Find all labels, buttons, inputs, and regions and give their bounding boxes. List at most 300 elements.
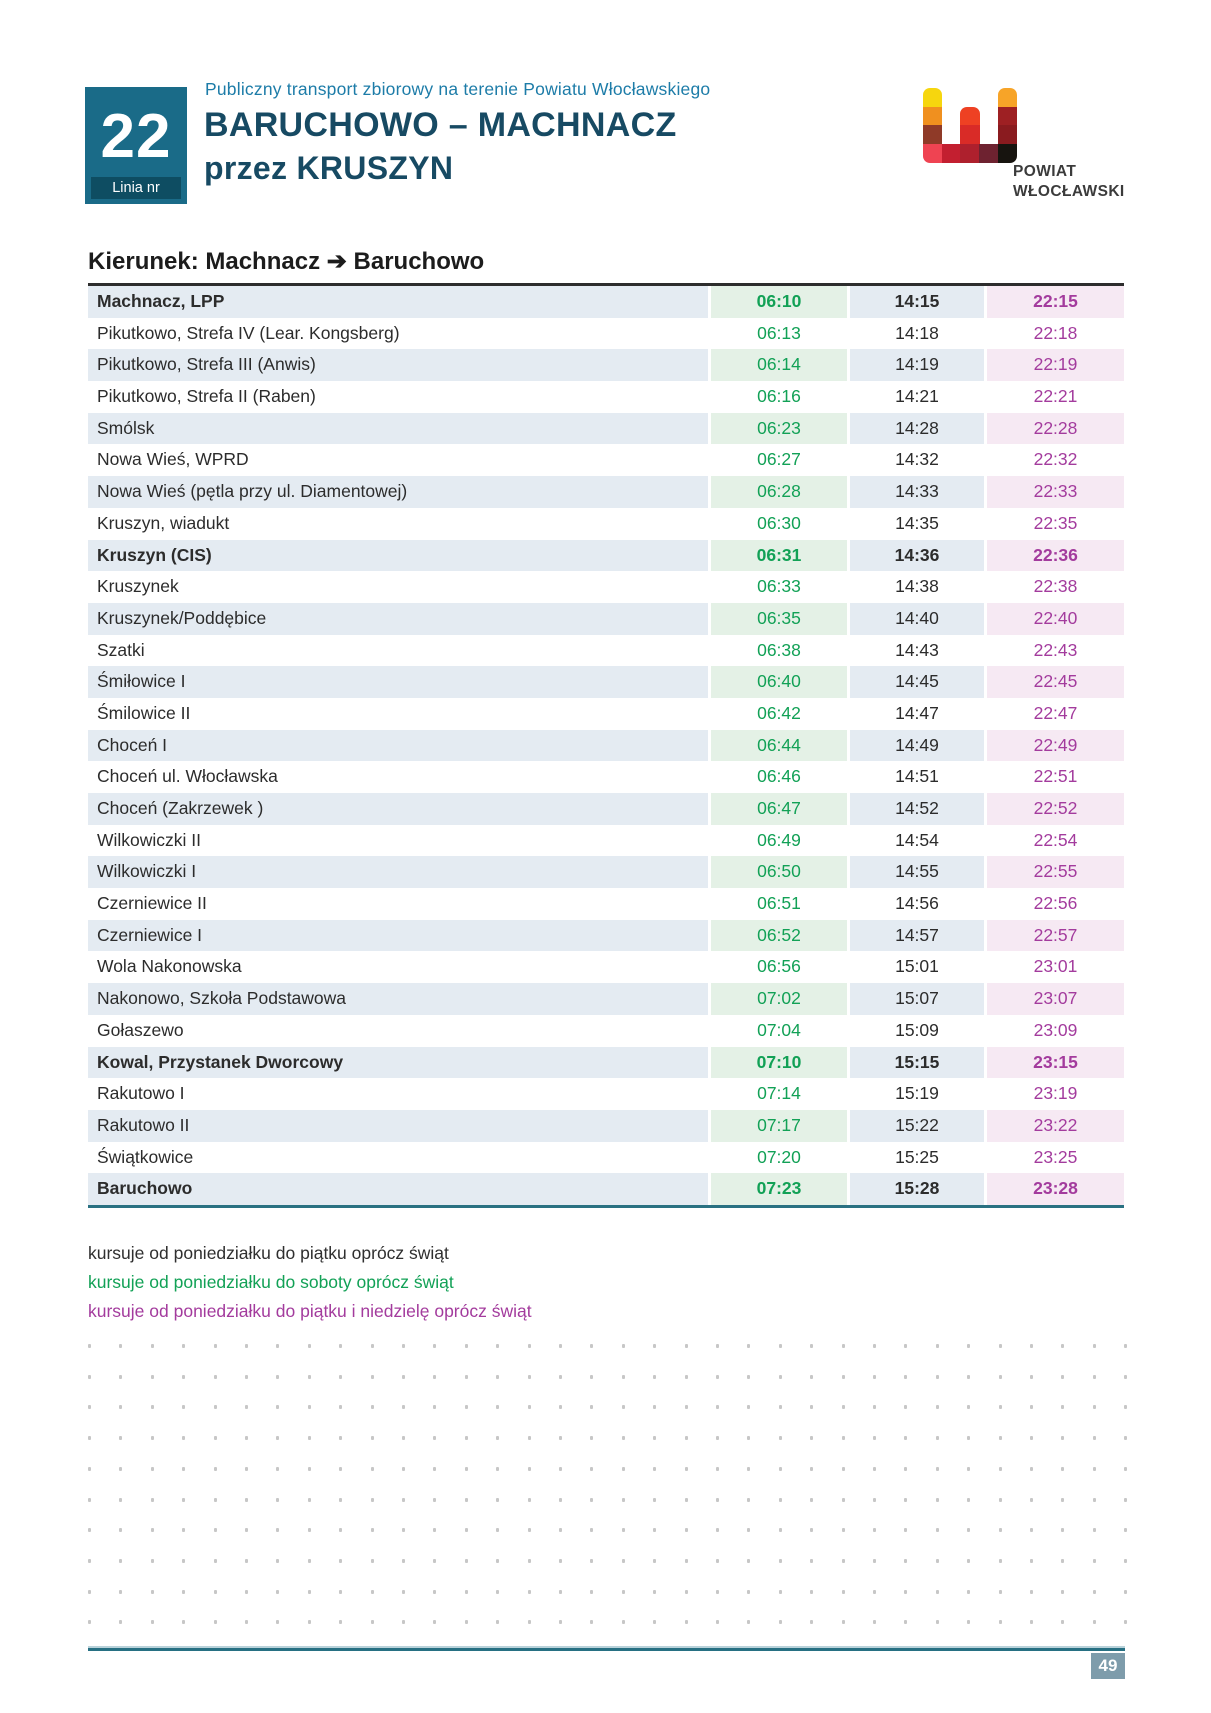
time-cell-dark: 14:54	[895, 829, 939, 850]
grid-dot	[1061, 1405, 1064, 1409]
stop-name-cell: Śmiłowice I	[88, 666, 708, 698]
time-cell-dark: 14:15	[850, 286, 984, 318]
time-cell-green: 07:14	[757, 1083, 801, 1104]
grid-dot	[151, 1344, 154, 1348]
grid-dot	[339, 1590, 342, 1594]
time-cell-green: 06:40	[711, 666, 847, 698]
time-cell-purple: 22:55	[987, 856, 1124, 888]
table-row	[88, 888, 1124, 920]
table-row	[88, 381, 1124, 413]
time-cell-purple: 22:38	[1033, 576, 1078, 597]
time-cell-purple: 22:56	[1033, 893, 1078, 914]
grid-dot	[747, 1436, 750, 1440]
time-cell-green: 06:42	[757, 702, 801, 723]
grid-dot	[1061, 1344, 1064, 1348]
grid-dot	[716, 1344, 719, 1348]
grid-dot	[685, 1559, 688, 1563]
grid-dot	[779, 1436, 782, 1440]
stop-name-cell: Kruszyn (CIS)	[88, 540, 708, 572]
grid-dot	[433, 1405, 436, 1409]
time-cell-dark: 14:38	[895, 576, 939, 597]
grid-dot	[559, 1405, 562, 1409]
stop-name-cell: Rakutowo I	[97, 1083, 185, 1104]
grid-dot	[182, 1405, 185, 1409]
grid-dot	[967, 1436, 970, 1440]
grid-dot	[465, 1467, 468, 1471]
grid-dot	[904, 1498, 907, 1502]
grid-dot	[590, 1498, 593, 1502]
grid-dot	[339, 1559, 342, 1563]
table-row	[88, 1110, 1124, 1142]
grid-dot	[685, 1436, 688, 1440]
time-cell-dark: 15:09	[895, 1019, 939, 1040]
grid-dot	[245, 1405, 248, 1409]
grid-dot	[747, 1590, 750, 1594]
grid-dot	[182, 1498, 185, 1502]
time-cell-purple: 23:19	[1033, 1083, 1078, 1104]
grid-dot	[119, 1405, 122, 1409]
grid-dot	[685, 1375, 688, 1379]
time-cell-green: 06:16	[757, 386, 801, 407]
grid-dot	[88, 1467, 91, 1471]
grid-dot	[716, 1405, 719, 1409]
grid-dot	[747, 1344, 750, 1348]
table-row	[88, 1078, 1124, 1110]
table-row	[88, 603, 1124, 635]
grid-dot	[88, 1344, 91, 1348]
grid-dot	[810, 1559, 813, 1563]
grid-dot	[465, 1559, 468, 1563]
grid-dot	[528, 1528, 531, 1532]
time-cell-green: 06:10	[711, 286, 847, 318]
grid-dot	[276, 1344, 279, 1348]
grid-dot	[999, 1467, 1002, 1471]
logo-cell	[960, 125, 979, 144]
grid-dot	[88, 1590, 91, 1594]
time-cell-dark: 15:19	[895, 1083, 939, 1104]
grid-dot	[308, 1344, 311, 1348]
time-cell-purple: 23:07	[987, 983, 1124, 1015]
route-title-line1: BARUCHOWO – MACHNACZ	[204, 106, 677, 144]
time-cell-dark: 14:49	[850, 730, 984, 762]
grid-dot	[685, 1620, 688, 1624]
time-cell-green: 07:10	[711, 1047, 847, 1079]
grid-dot	[747, 1498, 750, 1502]
grid-dot	[276, 1436, 279, 1440]
time-cell-purple: 22:54	[1033, 829, 1078, 850]
grid-dot	[245, 1375, 248, 1379]
route-title-line2: przez KRUSZYN	[204, 150, 454, 186]
grid-dot	[842, 1344, 845, 1348]
grid-dot	[402, 1528, 405, 1532]
grid-dot	[622, 1498, 625, 1502]
table-row	[88, 730, 1124, 762]
grid-dot	[685, 1498, 688, 1502]
grid-dot	[371, 1498, 374, 1502]
grid-dot	[653, 1344, 656, 1348]
grid-dot	[590, 1405, 593, 1409]
grid-dot	[622, 1436, 625, 1440]
time-cell-purple: 22:49	[987, 730, 1124, 762]
grid-dot	[967, 1344, 970, 1348]
logo-cell	[998, 144, 1017, 163]
grid-dot	[590, 1344, 593, 1348]
grid-dot	[842, 1467, 845, 1471]
grid-dot	[214, 1498, 217, 1502]
time-cell-green: 06:38	[757, 639, 801, 660]
grid-dot	[465, 1344, 468, 1348]
grid-dot	[1124, 1344, 1127, 1348]
time-cell-green: 06:33	[757, 576, 801, 597]
stop-name-cell: Świątkowice	[97, 1146, 194, 1167]
grid-dot	[779, 1467, 782, 1471]
grid-dot	[810, 1375, 813, 1379]
grid-dot	[402, 1498, 405, 1502]
grid-dot	[653, 1590, 656, 1594]
grid-dot	[1030, 1559, 1033, 1563]
grid-dot	[465, 1436, 468, 1440]
table-row	[88, 761, 1124, 793]
grid-dot	[716, 1467, 719, 1471]
time-cell-green: 06:31	[711, 540, 847, 572]
table-row	[88, 349, 1124, 381]
logo-cell	[979, 144, 998, 163]
grid-dot	[1124, 1405, 1127, 1409]
grid-dot	[371, 1467, 374, 1471]
stop-name-cell: Pikutkowo, Strefa IV (Lear. Kongsberg)	[97, 322, 400, 343]
grid-dot	[559, 1375, 562, 1379]
stop-name-cell: Wilkowiczki I	[88, 856, 708, 888]
grid-dot	[622, 1467, 625, 1471]
table-row	[88, 1173, 1124, 1205]
grid-dot	[88, 1375, 91, 1379]
grid-dot	[528, 1498, 531, 1502]
grid-dot	[528, 1559, 531, 1563]
grid-dot	[967, 1498, 970, 1502]
time-cell-green: 06:13	[757, 322, 801, 343]
stop-name-cell: Kruszyn, wiadukt	[97, 512, 230, 533]
grid-dot	[653, 1405, 656, 1409]
grid-dot	[999, 1590, 1002, 1594]
grid-dot	[1030, 1528, 1033, 1532]
table-row	[88, 1142, 1124, 1174]
grid-dot	[308, 1590, 311, 1594]
grid-dot	[339, 1436, 342, 1440]
table-row	[88, 825, 1124, 857]
stop-name-cell: Kruszynek	[97, 576, 179, 597]
grid-dot	[496, 1620, 499, 1624]
grid-dot	[873, 1528, 876, 1532]
time-cell-green: 07:20	[757, 1146, 801, 1167]
time-cell-purple: 22:51	[1033, 766, 1078, 787]
grid-dot	[716, 1498, 719, 1502]
grid-dot	[402, 1436, 405, 1440]
time-cell-purple: 23:28	[987, 1173, 1124, 1205]
time-cell-green: 06:47	[711, 793, 847, 825]
grid-dot	[653, 1467, 656, 1471]
grid-dot	[339, 1467, 342, 1471]
grid-dot	[904, 1559, 907, 1563]
grid-dot	[967, 1528, 970, 1532]
time-cell-purple: 22:15	[987, 286, 1124, 318]
legend	[88, 1239, 532, 1326]
grid-dot	[88, 1405, 91, 1409]
grid-dot	[716, 1620, 719, 1624]
table-row	[88, 508, 1124, 540]
grid-dot	[842, 1590, 845, 1594]
legend-item: kursuje od poniedziałku do soboty oprócz świąt	[88, 1272, 454, 1292]
grid-dot	[559, 1436, 562, 1440]
grid-dot	[936, 1559, 939, 1563]
grid-dot	[810, 1436, 813, 1440]
time-cell-dark: 15:25	[895, 1146, 939, 1167]
grid-dot	[465, 1498, 468, 1502]
grid-dot	[245, 1590, 248, 1594]
powiat-logo-icon	[923, 88, 1017, 163]
grid-dot	[339, 1620, 342, 1624]
grid-dot	[590, 1590, 593, 1594]
time-cell-dark: 14:35	[895, 512, 939, 533]
grid-dot	[528, 1344, 531, 1348]
grid-dot	[308, 1375, 311, 1379]
table-row	[88, 666, 1124, 698]
grid-dot	[214, 1375, 217, 1379]
grid-dot	[873, 1590, 876, 1594]
time-cell-green: 06:46	[757, 766, 801, 787]
logo-cell	[923, 125, 942, 144]
line-number: 22	[100, 102, 172, 171]
time-cell-green: 06:56	[757, 956, 801, 977]
stop-name-cell: Czerniewice I	[88, 920, 708, 952]
grid-dot	[747, 1559, 750, 1563]
grid-dot	[433, 1436, 436, 1440]
grid-dot	[1093, 1344, 1096, 1348]
time-cell-green: 06:30	[757, 512, 801, 533]
grid-dot	[873, 1375, 876, 1379]
stop-name-cell: Baruchowo	[88, 1173, 708, 1205]
grid-dot	[653, 1436, 656, 1440]
grid-dot	[873, 1498, 876, 1502]
footer-rule	[88, 1646, 1125, 1651]
stop-name-cell: Kruszynek/Poddębice	[88, 603, 708, 635]
grid-dot	[214, 1467, 217, 1471]
grid-dot	[151, 1559, 154, 1563]
grid-dot	[433, 1344, 436, 1348]
grid-dot	[622, 1528, 625, 1532]
time-cell-purple: 22:47	[1033, 702, 1078, 723]
time-cell-dark: 14:18	[895, 322, 939, 343]
time-cell-purple: 22:45	[987, 666, 1124, 698]
time-cell-dark: 14:56	[895, 893, 939, 914]
grid-dot	[967, 1620, 970, 1624]
grid-dot	[276, 1590, 279, 1594]
grid-dot	[1093, 1467, 1096, 1471]
grid-dot	[1093, 1590, 1096, 1594]
time-cell-dark: 15:07	[850, 983, 984, 1015]
table-row	[88, 318, 1124, 350]
page-subtitle: Publiczny transport zbiorowy na terenie Powiatu Włocławskiego	[205, 79, 711, 99]
grid-dot	[779, 1590, 782, 1594]
grid-dot	[182, 1590, 185, 1594]
grid-dot	[433, 1467, 436, 1471]
grid-dot	[967, 1405, 970, 1409]
grid-dot	[496, 1467, 499, 1471]
grid-dot	[119, 1528, 122, 1532]
grid-dot	[528, 1467, 531, 1471]
time-cell-dark: 14:19	[850, 349, 984, 381]
time-cell-purple: 23:01	[1033, 956, 1078, 977]
grid-dot	[339, 1405, 342, 1409]
grid-dot	[465, 1405, 468, 1409]
grid-dot	[496, 1436, 499, 1440]
table-row	[88, 856, 1124, 888]
time-cell-dark: 14:32	[895, 449, 939, 470]
time-cell-dark: 14:28	[850, 413, 984, 445]
time-cell-green: 06:52	[711, 920, 847, 952]
grid-dot	[119, 1436, 122, 1440]
grid-dot	[842, 1528, 845, 1532]
grid-dot	[119, 1590, 122, 1594]
grid-dot	[433, 1498, 436, 1502]
grid-dot	[716, 1375, 719, 1379]
grid-dot	[245, 1436, 248, 1440]
grid-dot	[151, 1467, 154, 1471]
grid-dot	[496, 1344, 499, 1348]
time-cell-green: 06:23	[711, 413, 847, 445]
grid-dot	[936, 1498, 939, 1502]
grid-dot	[936, 1344, 939, 1348]
grid-dot	[151, 1590, 154, 1594]
time-cell-purple: 23:25	[1033, 1146, 1078, 1167]
time-cell-green: 06:14	[711, 349, 847, 381]
time-cell-dark: 15:22	[850, 1110, 984, 1142]
grid-dot	[842, 1436, 845, 1440]
grid-dot	[779, 1620, 782, 1624]
time-cell-purple: 22:43	[1033, 639, 1078, 660]
time-cell-dark: 14:36	[850, 540, 984, 572]
grid-dot	[465, 1620, 468, 1624]
grid-dot	[1061, 1559, 1064, 1563]
table-row	[88, 920, 1124, 952]
grid-dot	[151, 1375, 154, 1379]
grid-dot	[371, 1344, 374, 1348]
grid-dot	[528, 1375, 531, 1379]
table-row	[88, 1047, 1124, 1079]
grid-dot	[873, 1436, 876, 1440]
stop-name-cell: Pikutkowo, Strefa II (Raben)	[97, 386, 316, 407]
grid-dot	[559, 1498, 562, 1502]
grid-dot	[151, 1620, 154, 1624]
table-row	[88, 540, 1124, 572]
grid-dot	[1093, 1620, 1096, 1624]
grid-dot	[810, 1590, 813, 1594]
grid-dot	[339, 1375, 342, 1379]
grid-dot	[245, 1344, 248, 1348]
grid-dot	[1061, 1590, 1064, 1594]
grid-dot	[182, 1620, 185, 1624]
grid-dot	[339, 1344, 342, 1348]
grid-dot	[214, 1620, 217, 1624]
grid-dot	[936, 1467, 939, 1471]
time-cell-purple: 23:22	[987, 1110, 1124, 1142]
grid-dot	[1030, 1375, 1033, 1379]
grid-dot	[904, 1590, 907, 1594]
grid-dot	[245, 1528, 248, 1532]
grid-dot	[528, 1405, 531, 1409]
stop-name-cell: Wola Nakonowska	[97, 956, 242, 977]
grid-dot	[559, 1344, 562, 1348]
time-cell-purple: 22:19	[987, 349, 1124, 381]
grid-dot	[1093, 1498, 1096, 1502]
table-row	[88, 444, 1124, 476]
grid-dot	[1124, 1590, 1127, 1594]
timetable	[88, 283, 1124, 1208]
stop-name-cell: Śmilowice II	[97, 702, 191, 723]
grid-dot	[716, 1590, 719, 1594]
grid-dot	[842, 1405, 845, 1409]
grid-dot	[88, 1528, 91, 1532]
time-cell-green: 06:49	[757, 829, 801, 850]
grid-dot	[402, 1559, 405, 1563]
grid-dot	[151, 1498, 154, 1502]
grid-dot	[559, 1620, 562, 1624]
grid-dot	[904, 1405, 907, 1409]
stop-name-cell: Gołaszewo	[97, 1019, 184, 1040]
grid-dot	[308, 1405, 311, 1409]
grid-dot	[371, 1405, 374, 1409]
grid-dot	[496, 1590, 499, 1594]
grid-dot	[842, 1498, 845, 1502]
grid-dot	[119, 1467, 122, 1471]
grid-dot	[622, 1344, 625, 1348]
table-row	[88, 951, 1124, 983]
table-row	[88, 286, 1124, 318]
grid-dot	[1030, 1344, 1033, 1348]
grid-dot	[967, 1375, 970, 1379]
grid-dot	[559, 1559, 562, 1563]
grid-dot	[842, 1375, 845, 1379]
logo-cell	[942, 144, 961, 163]
grid-dot	[559, 1467, 562, 1471]
grid-dot	[810, 1528, 813, 1532]
grid-dot	[716, 1559, 719, 1563]
grid-dot	[1124, 1436, 1127, 1440]
time-cell-dark: 14:33	[850, 476, 984, 508]
grid-dot	[1061, 1375, 1064, 1379]
grid-dot	[622, 1590, 625, 1594]
grid-dot	[622, 1620, 625, 1624]
grid-dot	[904, 1344, 907, 1348]
grid-dot	[371, 1375, 374, 1379]
grid-dot	[999, 1498, 1002, 1502]
time-cell-dark: 14:52	[850, 793, 984, 825]
grid-dot	[810, 1344, 813, 1348]
grid-dot	[528, 1620, 531, 1624]
grid-dot	[433, 1375, 436, 1379]
grid-dot	[1093, 1528, 1096, 1532]
grid-dot	[1030, 1620, 1033, 1624]
time-cell-green: 06:50	[711, 856, 847, 888]
grid-dot	[1124, 1620, 1127, 1624]
grid-dot	[276, 1528, 279, 1532]
time-cell-purple: 22:52	[987, 793, 1124, 825]
stop-name-cell: Czerniewice II	[97, 893, 207, 914]
grid-dot	[465, 1528, 468, 1532]
grid-dot	[88, 1436, 91, 1440]
grid-dot	[276, 1405, 279, 1409]
grid-dot	[716, 1436, 719, 1440]
powiat-logo-text-line2: WŁOCŁAWSKI	[1013, 183, 1125, 200]
